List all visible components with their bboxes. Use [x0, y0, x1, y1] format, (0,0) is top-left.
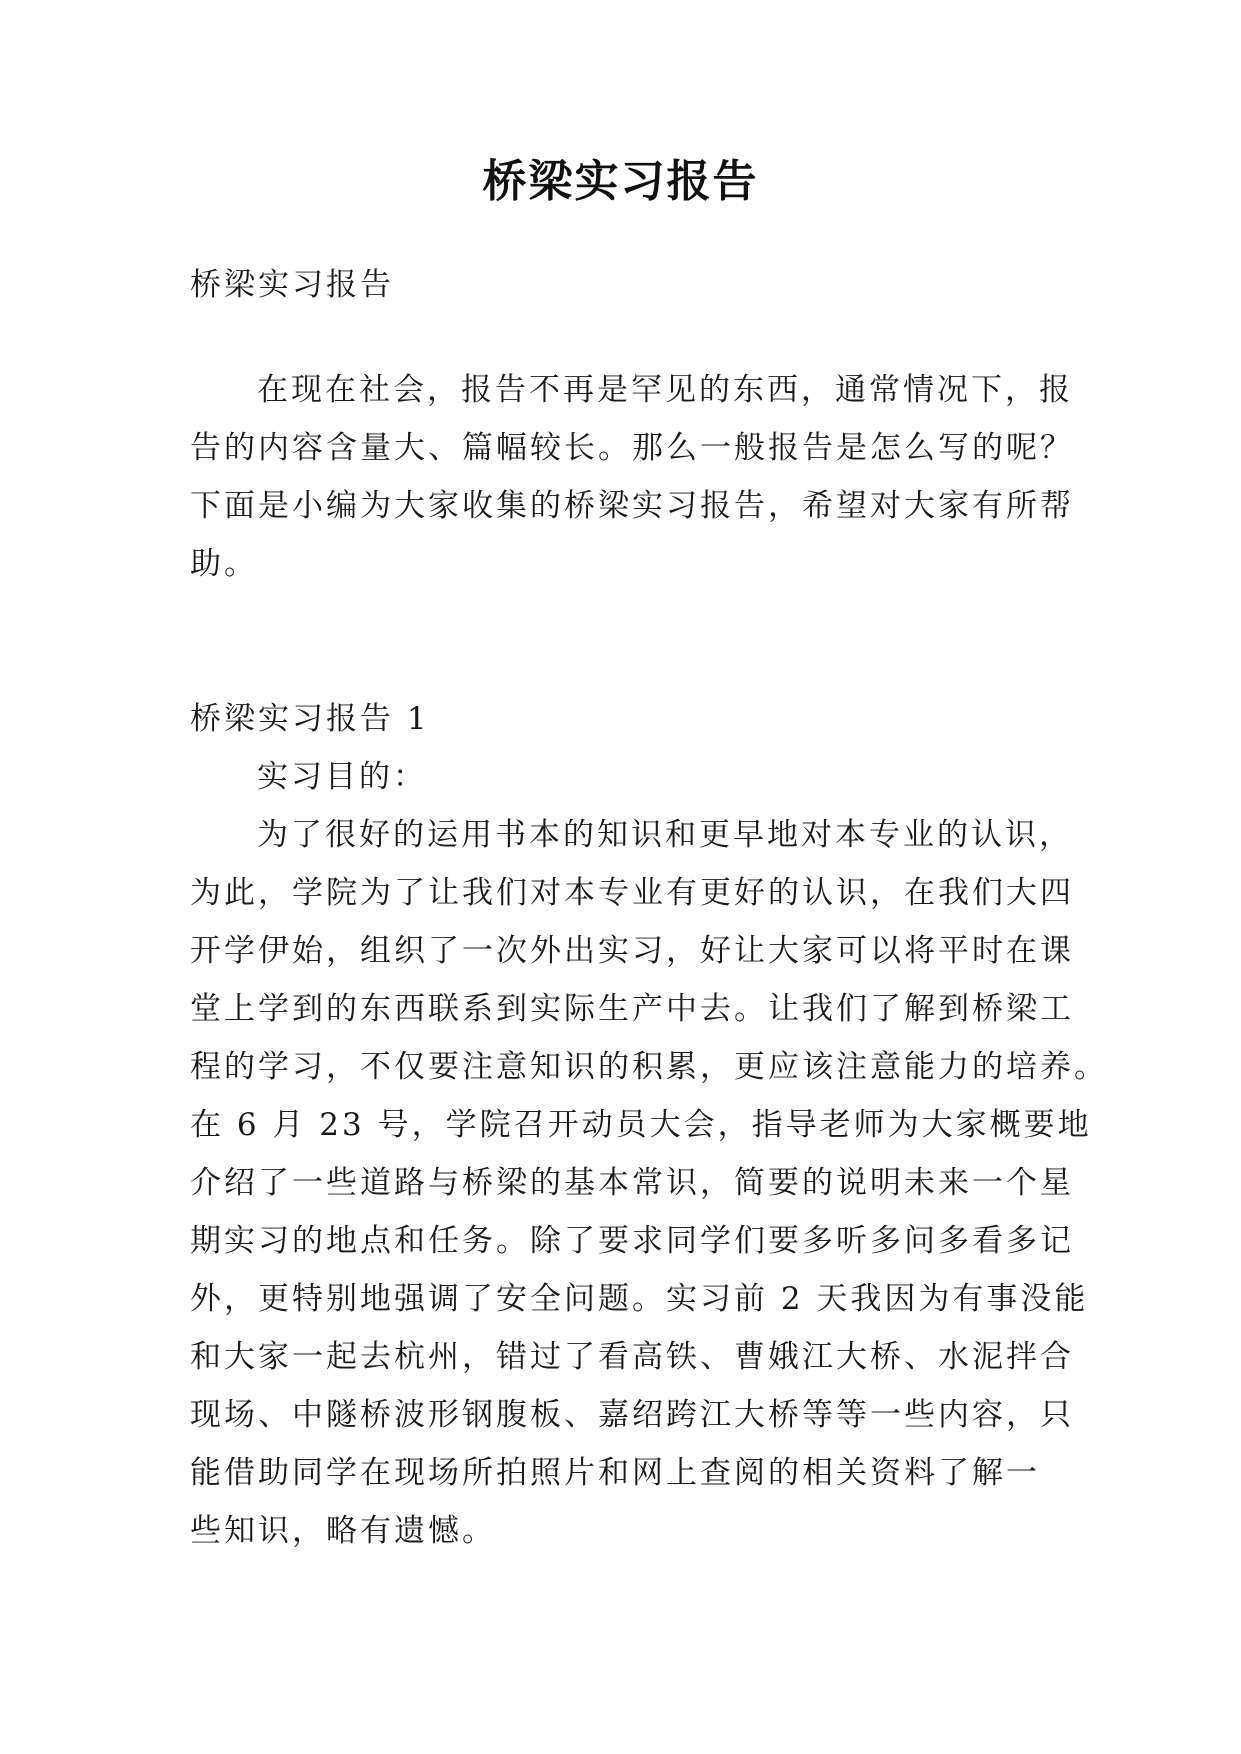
- document-title: 桥梁实习报告: [482, 156, 759, 207]
- body-line: 期实习的地点和任务。除了要求同学们要多听多问多看多记: [190, 1223, 1074, 1259]
- section-heading: 桥梁实习报告 1: [190, 701, 430, 737]
- body-line: 程的学习，不仅要注意知识的积累，更应该注意能力的培养。: [190, 1049, 1108, 1085]
- body-line: 现场、中隧桥波形钢腹板、嘉绍跨江大桥等等一些内容，只: [190, 1397, 1074, 1433]
- body-line: 为了很好的运用书本的知识和更早地对本专业的认识，: [257, 817, 1073, 853]
- body-line: 介绍了一些道路与桥梁的基本常识，简要的说明未来一个星: [190, 1165, 1074, 1201]
- document-subtitle: 桥梁实习报告: [190, 267, 394, 303]
- body-line: 能借助同学在现场所拍照片和网上查阅的相关资料了解一: [190, 1455, 1040, 1491]
- body-line: 开学伊始，组织了一次外出实习，好让大家可以将平时在课: [190, 933, 1074, 969]
- intro-line: 下面是小编为大家收集的桥梁实习报告，希望对大家有所帮: [190, 488, 1074, 524]
- intro-line: 告的内容含量大、篇幅较长。那么一般报告是怎么写的呢？: [190, 430, 1074, 466]
- body-line: 和大家一起去杭州，错过了看高铁、曹娥江大桥、水泥拌合: [190, 1339, 1074, 1375]
- body-line: 外，更特别地强调了安全问题。实习前 2 天我因为有事没能: [190, 1281, 1089, 1317]
- purpose-label: 实习目的：: [257, 759, 427, 795]
- intro-line: 助。: [190, 546, 258, 582]
- body-line: 在 6 月 23 号，学院召开动员大会，指导老师为大家概要地: [190, 1107, 1092, 1143]
- body-line: 堂上学到的东西联系到实际生产中去。让我们了解到桥梁工: [190, 991, 1074, 1027]
- intro-line: 在现在社会，报告不再是罕见的东西，通常情况下，报: [257, 372, 1073, 408]
- body-line: 为此，学院为了让我们对本专业有更好的认识，在我们大四: [190, 875, 1074, 911]
- body-line: 些知识，略有遗憾。: [190, 1513, 496, 1549]
